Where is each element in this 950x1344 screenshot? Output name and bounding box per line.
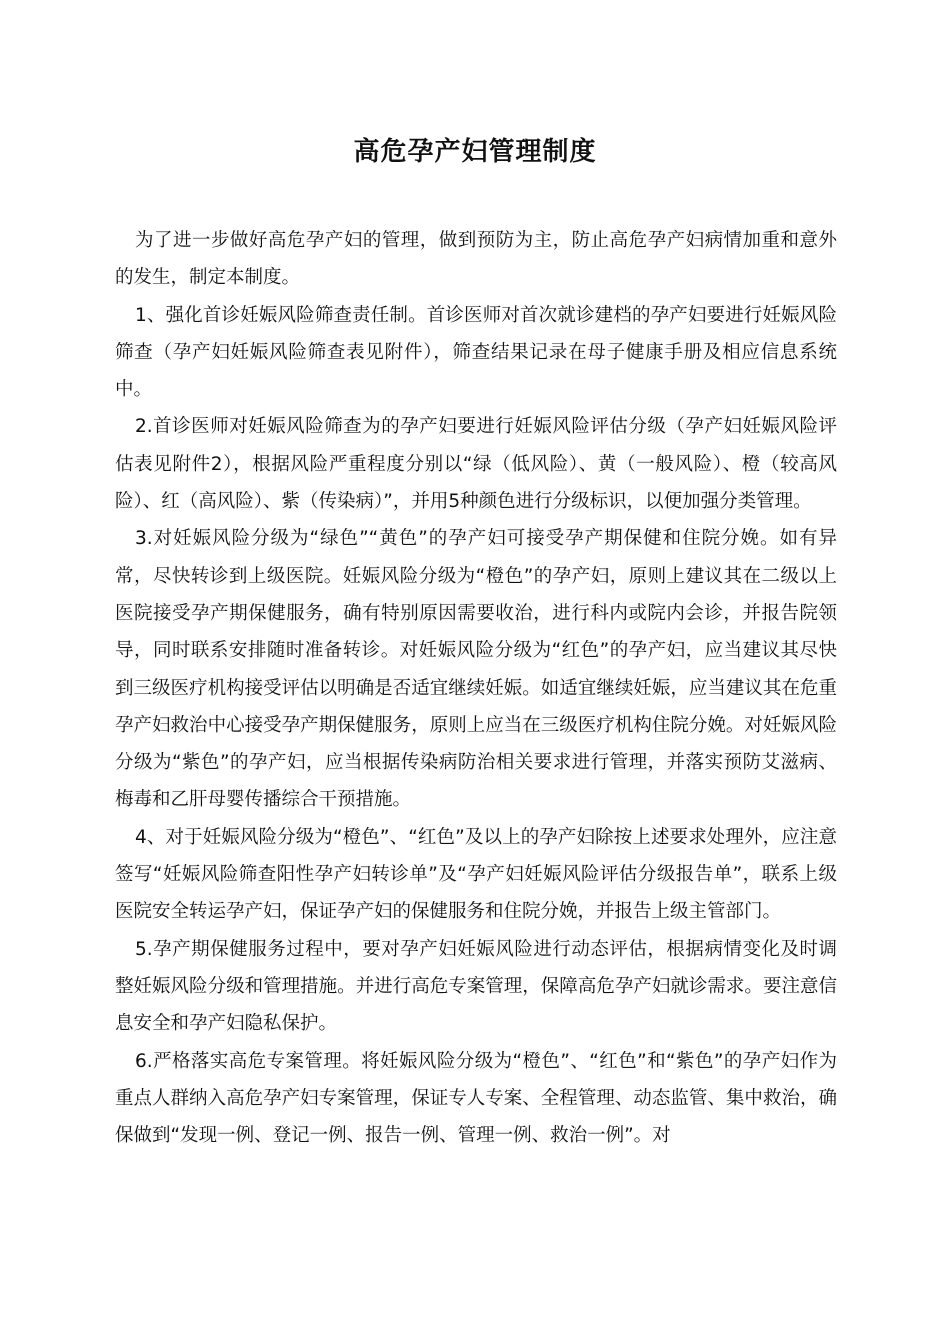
paragraph-5: 5.孕产期保健服务过程中，要对孕产妇妊娠风险进行动态评估，根据病情变化及时调整妊娠风险分级和管理措施。并进行高危专案管理，保障高危孕产妇就诊需求。要注意信息安全和孕产妇隐私保护。 (115, 938, 837, 1035)
document-title: 高危孕产妇管理制度 (353, 137, 597, 167)
intro-paragraph: 为了进一步做好高危孕产妇的管理，做到预防为主，防止高危孕产妇病情加重和意外的发生，制定本制度。 (115, 230, 837, 289)
paragraph-6: 6.严格落实高危专案管理。将妊娠风险分级为“橙色”、“红色”和“紫色”的孕产妇作为重点人群纳入高危孕产妇专案管理，保证专人专案、全程管理、动态监管、集中救治，确保做到“发现一例、登记一例、报告一例、管理一例、救治一例”。对 (115, 1050, 837, 1147)
paragraph-1: 1、强化首诊妊娠风险筛查责任制。首诊医师对首次就诊建档的孕产妇要进行妊娠风险筛查（孕产妇妊娠风险筛查表见附件），筛查结果记录在母子健康手册及相应信息系统中。 (115, 304, 837, 401)
paragraph-3: 3.对妊娠风险分级为“绿色”“黄色”的孕产妇可接受孕产期保健和住院分娩。如有异常，尽快转诊到上级医院。妊娠风险分级为“橙色”的孕产妇，原则上建议其在二级以上医院接受孕产期保健服务，确有特别原因需要收治，进行科内或院内会诊，并报告院领导，同时联系安排随时准备转诊。对妊娠风险分级为“红色”的孕产妇，应当建议其尽快到三级医疗机构接受评估以明确是否适宜继续妊娠。如适宜继续妊娠，应当建议其在危重孕产妇救治中心接受孕产期保健服务，原则上应当在三级医疗机构住院分娩。对妊娠风险分级为“紫色”的孕产妇，应当根据传染病防治相关要求进行管理，并落实预防艾滋病、梅毒和乙肝母婴传播综合干预措施。 (115, 528, 837, 811)
document-body (115, 222, 837, 1154)
paragraph-4: 4、对于妊娠风险分级为“橙色”、“红色”及以上的孕产妇除按上述要求处理外，应注意签写“妊娠风险筛查阳性孕产妇转诊单”及“孕产妇妊娠风险评估分级报告单”，联系上级医院安全转运孕产妇，保证孕产妇的保健服务和住院分娩，并报告上级主管部门。 (115, 826, 837, 923)
paragraph-2: 2.首诊医师对妊娠风险筛查为的孕产妇要进行妊娠风险评估分级（孕产妇妊娠风险评估表见附件2），根据风险严重程度分别以“绿（低风险）、黄（一般风险）、橙（较高风险）、红（高风险）、紫（传染病）”，并用5种颜色进行分级标识，以便加强分类管理。 (115, 416, 837, 513)
